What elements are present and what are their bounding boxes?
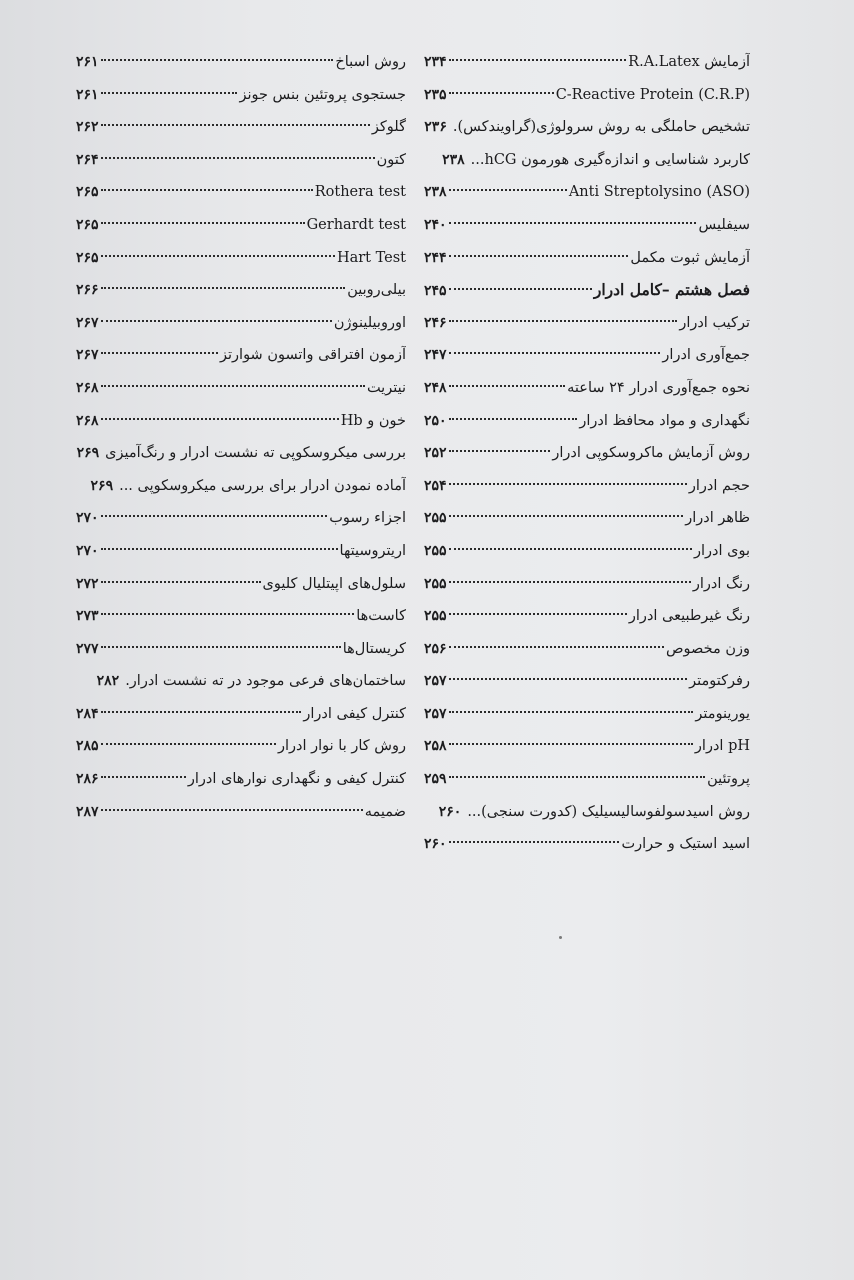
dot-leader (449, 514, 684, 517)
dot-leader (449, 580, 691, 583)
page-number: ۲۶۲ (76, 119, 99, 136)
page-number: ۲۵۷ (424, 673, 447, 690)
toc-entry: کاست‌ها ۲۷۳ (76, 600, 406, 633)
dot-leader (449, 58, 627, 61)
dot-leader (101, 319, 332, 322)
toc-entry: نحوه جمع‌آوری ادرار ۲۴ ساعته ۲۴۸ (424, 372, 750, 405)
toc-entry: Hart Test ۲۶۵ (76, 242, 406, 275)
page-number: ۲۶۸ (76, 379, 99, 396)
toc-entry: ضمیمه ۲۸۷ (76, 796, 406, 829)
page-number: ۲۳۴ (424, 54, 447, 70)
page-number: ۲۵۹ (424, 771, 447, 788)
dot-leader (101, 547, 338, 550)
page-number: ۲۳۵ (424, 86, 447, 103)
page-number: ۲۴۵ (424, 283, 447, 300)
toc-entry: کاربرد شناسایی و اندازه‌گیری هورمون hCG... ۲۳۸ (424, 144, 750, 177)
page-number: ۲۷۰ (76, 542, 99, 559)
toc-entry: روش آزمایش ماکروسکوپی ادرار ۲۵۲ (424, 437, 750, 470)
toc-entry: رنگ ادرار ۲۵۵ (424, 568, 750, 601)
page-number: ۲۶۹ (76, 445, 100, 462)
toc-entry: تشخیص حاملگی به روش سرولوژی(گراویندکس). ۲۳۶ (424, 111, 750, 144)
toc-entry: کتون ۲۶۴ (76, 144, 406, 177)
toc-entry: روش اسیدسولفوسالیسیلیک (کدورت سنجی)... ۲۶۰ (424, 796, 750, 829)
toc-entry: کنترل کیفی ادرار ۲۸۴ (76, 698, 406, 731)
dot-leader (101, 808, 363, 811)
page-number: ۲۵۵ (424, 575, 447, 592)
page-number: ۲۸۵ (76, 738, 99, 755)
page-number: ۲۵۷ (424, 705, 447, 722)
dot-leader (101, 188, 313, 191)
toc-column-left (76, 46, 406, 828)
page-number: ۲۷۳ (76, 608, 99, 625)
dot-leader (449, 840, 620, 843)
dot-leader (101, 742, 276, 745)
page-number: ۲۶۰ (424, 836, 447, 853)
chapter-heading: فصل هشتم –کامل ادرار ۲۴۵ (424, 274, 750, 307)
toc-entry: یورینومتر ۲۵۷ (424, 698, 750, 731)
dot-leader (101, 286, 346, 289)
toc-entry: آزمایش R.A.Latex ۲۳۴ (424, 46, 750, 79)
dot-leader (449, 91, 554, 94)
dot-leader (449, 742, 693, 745)
page-number: ۲۷۲ (76, 575, 99, 592)
dot-leader (101, 221, 305, 224)
toc-entry: ساختمان‌های فرعی موجود در ته نشست ادرار. ۲۸۲ (76, 665, 406, 698)
dot-leader (449, 710, 694, 713)
page-number: ۲۶۹ (90, 477, 114, 494)
toc-entry: پروتئین ۲۵۹ (424, 763, 750, 796)
toc-entry: اوروبیلینوژن ۲۶۷ (76, 307, 406, 340)
dot-leader (101, 156, 375, 159)
toc-entry: رفرکتومتر ۲۵۷ (424, 665, 750, 698)
page-number: ۲۶۵ (76, 184, 99, 201)
dot-leader (449, 351, 661, 354)
page-number: ۲۵۲ (424, 445, 447, 462)
page-number: ۲۴۶ (424, 314, 447, 331)
toc-entry: رنگ غیرطبیعی ادرار ۲۵۵ (424, 600, 750, 633)
page-number: ۲۶۷ (76, 314, 99, 331)
dot-leader (449, 612, 627, 615)
dot-leader (101, 710, 302, 713)
paper-speck (559, 936, 562, 939)
toc-entry: اریتروسیتها ۲۷۰ (76, 535, 406, 568)
toc-entry: سیفلیس ۲۴۰ (424, 209, 750, 242)
toc-entry: بوی ادرار ۲۵۵ (424, 535, 750, 568)
toc-entry: آزمایش ثبوت مکمل ۲۴۴ (424, 242, 750, 275)
toc-entry: روش کار با نوار ادرار ۲۸۵ (76, 730, 406, 763)
toc-entry: Anti Streptolysino (ASO) ۲۳۸ (424, 176, 750, 209)
dot-leader (101, 254, 335, 257)
dot-leader (101, 351, 218, 354)
toc-entry: کریستال‌ها ۲۷۷ (76, 633, 406, 666)
toc-entry: نیتریت ۲۶۸ (76, 372, 406, 405)
toc-entry: وزن مخصوص ۲۵۶ (424, 633, 750, 666)
page-number: ۲۴۰ (424, 216, 447, 233)
page-number: ۲۷۰ (76, 510, 99, 527)
toc-entry: جستجوی پروتئین بنس جونز ۲۶۱ (76, 79, 406, 112)
dot-leader (449, 384, 566, 387)
page-number: ۲۴۷ (424, 347, 447, 364)
dot-leader (449, 449, 551, 452)
dot-leader (101, 417, 339, 420)
toc-entry: اسید استیک و حرارت ۲۶۰ (424, 828, 750, 861)
page-number: ۲۳۸ (442, 151, 465, 168)
page-number: ۲۵۶ (424, 640, 447, 657)
toc-entry: C-Reactive Protein (C.R.P) ۲۳۵ (424, 79, 750, 112)
page-number: ۲۶۱ (76, 54, 99, 70)
page-number: ۲۶۴ (76, 151, 99, 168)
page-number: ۲۶۰ (438, 803, 462, 820)
dot-leader (101, 645, 341, 648)
toc-entry: Gerhardt test ۲۶۵ (76, 209, 406, 242)
page-number: ۲۶۷ (76, 347, 99, 364)
toc-column-right (424, 46, 750, 861)
toc-entry: اجزاء رسوب ۲۷۰ (76, 502, 406, 535)
toc-entry: ترکیب ادرار ۲۴۶ (424, 307, 750, 340)
page-number: ۲۵۵ (424, 542, 447, 559)
page-number: ۲۵۵ (424, 510, 447, 527)
page-number: ۲۶۶ (76, 282, 99, 299)
page-number: ۲۴۴ (424, 249, 447, 266)
page-number: ۲۳۸ (424, 184, 447, 201)
toc-entry: ظاهر ادرار ۲۵۵ (424, 502, 750, 535)
page-number: ۲۸۲ (96, 673, 120, 690)
page-number: ۲۶۸ (76, 412, 99, 429)
page-number: ۲۶۵ (76, 216, 99, 233)
page-number: ۲۶۵ (76, 249, 99, 266)
toc-entry: بررسی میکروسکوپی ته نشست ادرار و رنگ‌آمیزی ۲۶۹ (76, 437, 406, 470)
page-number: ۲۸۶ (76, 771, 99, 788)
page-number: ۲۷۷ (76, 640, 99, 657)
dot-leader (101, 91, 238, 94)
dot-leader (101, 580, 261, 583)
dot-leader (449, 319, 678, 322)
page-number: ۲۶۱ (76, 86, 99, 103)
dot-leader (101, 384, 365, 387)
dot-leader (449, 482, 687, 485)
dot-leader (101, 775, 186, 778)
toc-entry: بیلی‌روبین ۲۶۶ (76, 274, 406, 307)
page-number: ۲۵۴ (424, 477, 447, 494)
dot-leader (449, 775, 706, 778)
page-number: ۲۵۵ (424, 608, 447, 625)
dot-leader (449, 287, 592, 290)
toc-entry: سلول‌های اپیتلیال کلیوی ۲۷۲ (76, 568, 406, 601)
toc-entry: کنترل کیفی و نگهداری نوارهای ادرار ۲۸۶ (76, 763, 406, 796)
dot-leader (449, 188, 567, 191)
toc-entry: خون و Hb ۲۶۸ (76, 405, 406, 438)
dot-leader (449, 547, 692, 550)
toc-entry: حجم ادرار ۲۵۴ (424, 470, 750, 503)
toc-entry: گلوکز ۲۶۲ (76, 111, 406, 144)
page-number: ۲۵۰ (424, 412, 447, 429)
toc-entry: نگهداری و مواد محافظ ادرار ۲۵۰ (424, 405, 750, 438)
dot-leader (449, 417, 578, 420)
toc-entry: آماده نمودن ادرار برای بررسی میکروسکوپی ... ۲۶۹ (76, 470, 406, 503)
page-number: ۲۵۸ (424, 738, 447, 755)
page-number: ۲۴۸ (424, 379, 447, 396)
dot-leader (449, 221, 697, 224)
toc-entry: Rothera test ۲۶۵ (76, 176, 406, 209)
page-number: ۲۸۴ (76, 705, 99, 722)
dot-leader (449, 645, 664, 648)
dot-leader (101, 58, 334, 61)
dot-leader (101, 514, 328, 517)
toc-entry: آزمون افتراقی واتسون شوارتز ۲۶۷ (76, 339, 406, 372)
dot-leader (449, 677, 688, 680)
toc-entry: روش اسباخ ۲۶۱ (76, 46, 406, 79)
toc-entry: جمع‌آوری ادرار ۲۴۷ (424, 339, 750, 372)
page-number: ۲۳۶ (424, 119, 447, 136)
dot-leader (449, 254, 629, 257)
dot-leader (101, 612, 355, 615)
page-number: ۲۸۷ (76, 803, 99, 820)
dot-leader (101, 123, 370, 126)
toc-entry: pH ادرار ۲۵۸ (424, 730, 750, 763)
